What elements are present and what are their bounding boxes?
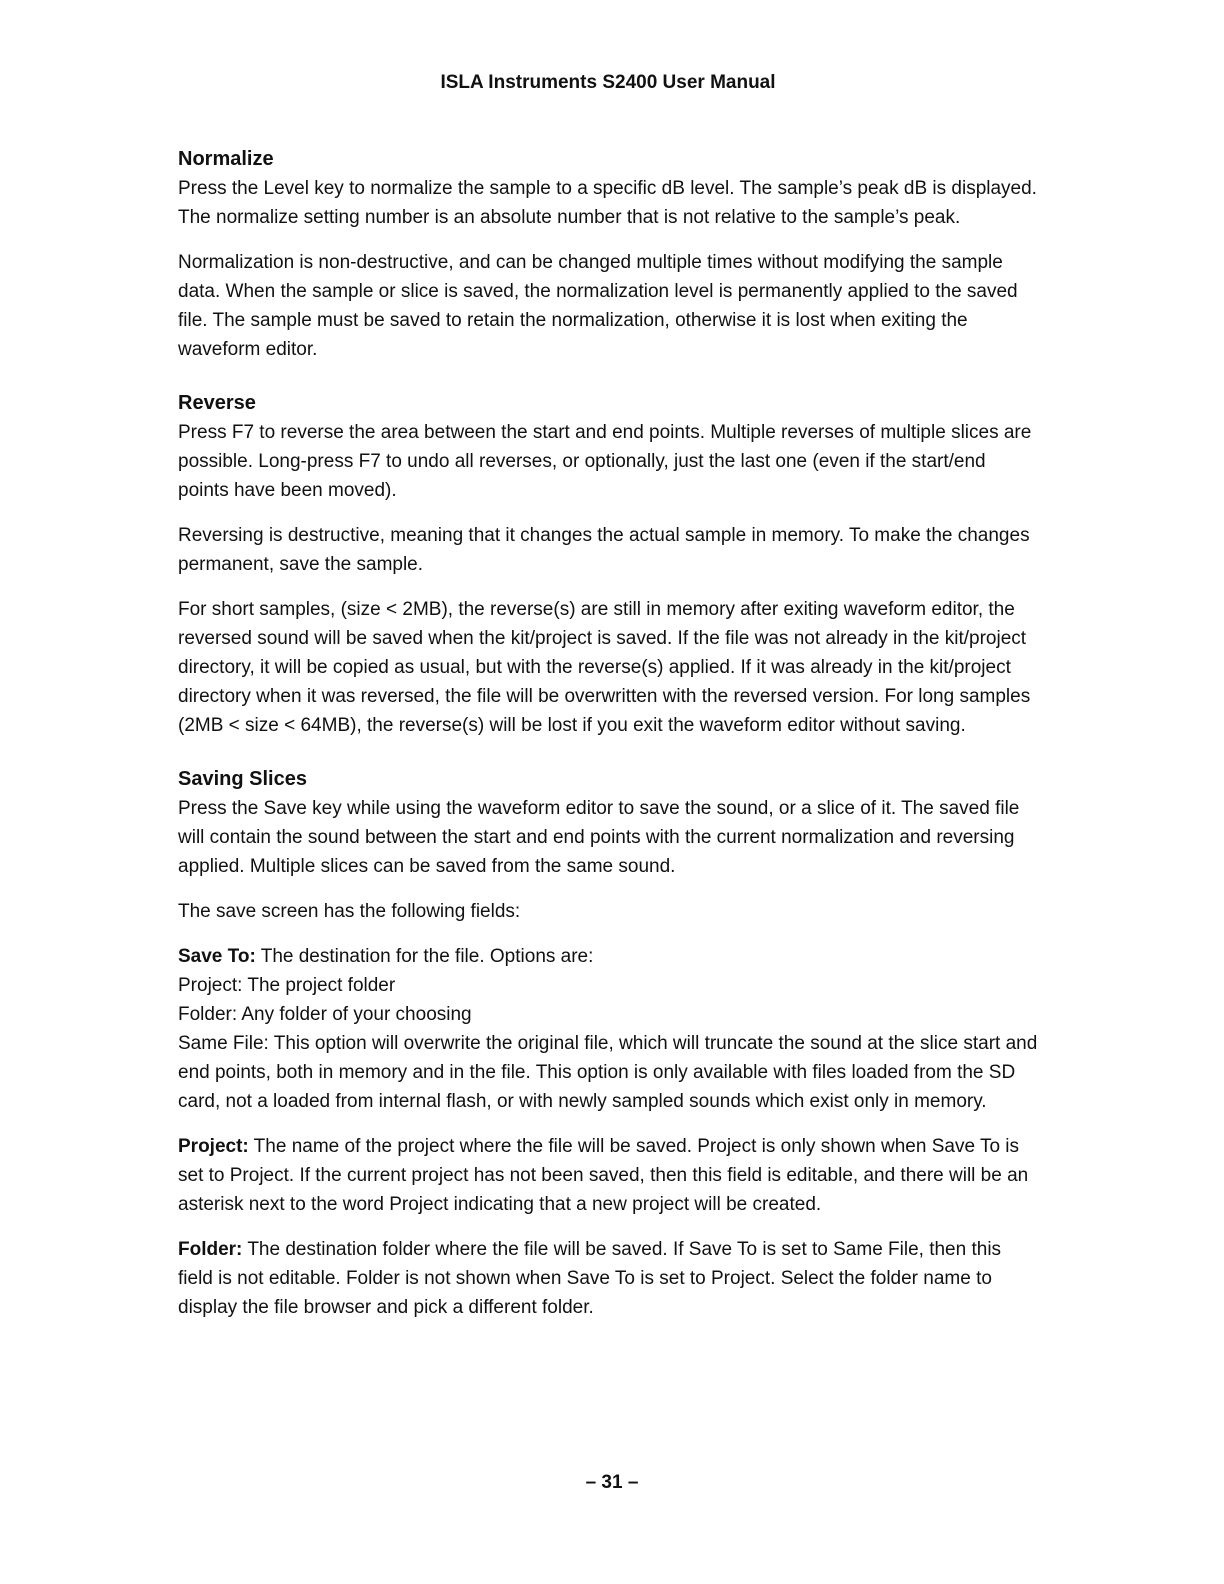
field-save-to: [178, 942, 1038, 1116]
field-save-to-line: [178, 942, 1038, 971]
paragraph: For short samples, (size < 2MB), the reverse(s) are still in memory after exiting waveform editor, the reversed sound will be saved when the kit/project is saved. If the file was not already in the kit/project directory, it will be copied as usual, but with the reverse(s) applied. If it was already in the kit/project directory when it was reversed, the file will be overwritten with the reversed version. For long samples (2MB < size < 64MB), the reverse(s) will be lost if you exit the waveform editor without saving.: [178, 599, 1031, 736]
paragraph: Press F7 to reverse the area between the start and end points. Multiple reverses of multiple slices are possible. Long-press F7 to undo all reverses, or optionally, just the last one (even if the start/end points have been moved).: [178, 422, 1032, 501]
field-label-folder: Folder:: [178, 1239, 243, 1260]
field-desc-save-to: The destination for the file. Options are:: [255, 946, 594, 967]
option-same-file: Same File: This option will overwrite the original file, which will truncate the sound at the slice start and end points, both in memory and in the file. This option is only available with files loaded from the SD card, not a loaded from internal flash, or with newly sampled sounds which exist only in memory.: [178, 1033, 1038, 1112]
option-project: Project: The project folder: [178, 975, 396, 996]
section-heading-reverse: Reverse: [178, 392, 256, 414]
option-folder: Folder: Any folder of your choosing: [178, 1004, 472, 1025]
section-heading-normalize: Normalize: [178, 148, 274, 170]
field-label-project: Project:: [178, 1136, 249, 1157]
section-heading-saving-slices: Saving Slices: [178, 768, 307, 790]
paragraph: Press the Save key while using the waveform editor to save the sound, or a slice of it. The saved file will contain the sound between the start and end points with the current normalization and reversing applied. Multiple slices can be saved from the same sound.: [178, 798, 1020, 877]
paragraph: Press the Level key to normalize the sample to a specific dB level. The sample’s peak dB is displayed. The normalize setting number is an absolute number that is not relative to the sample’s peak.: [178, 178, 1037, 228]
paragraph: The save screen has the following fields:: [178, 901, 521, 922]
manual-page: [178, 70, 1038, 1348]
page-number: – 31 –: [585, 1472, 639, 1493]
paragraph: Normalization is non-destructive, and can be changed multiple times without modifying the sample data. When the sample or slice is saved, the normalization level is permanently applied to the saved file. The sample must be saved to retain the normalization, otherwise it is lost when exiting the waveform editor.: [178, 252, 1018, 360]
section-reverse: [178, 390, 1038, 740]
section-saving-slices: [178, 766, 1038, 1322]
field-desc-project: The name of the project where the file will be saved. Project is only shown when Save To is set to Project. If the current project has not been saved, then this field is editable, and there will be an asterisk next to the word Project indicating that a new project will be created.: [178, 1136, 1029, 1215]
field-folder: [178, 1235, 1038, 1322]
page-header: ISLA Instruments S2400 User Manual: [440, 72, 776, 93]
section-normalize: [178, 146, 1038, 364]
field-label-save-to: Save To:: [178, 946, 256, 967]
field-project: [178, 1132, 1038, 1219]
field-desc-folder: The destination folder where the file will be saved. If Save To is set to Same File, then this field is not editable. Folder is not shown when Save To is set to Project. Select the folder name to display the file browser and pick a different folder.: [178, 1239, 1002, 1318]
paragraph: Reversing is destructive, meaning that it changes the actual sample in memory. To make the changes permanent, save the sample.: [178, 525, 1030, 575]
